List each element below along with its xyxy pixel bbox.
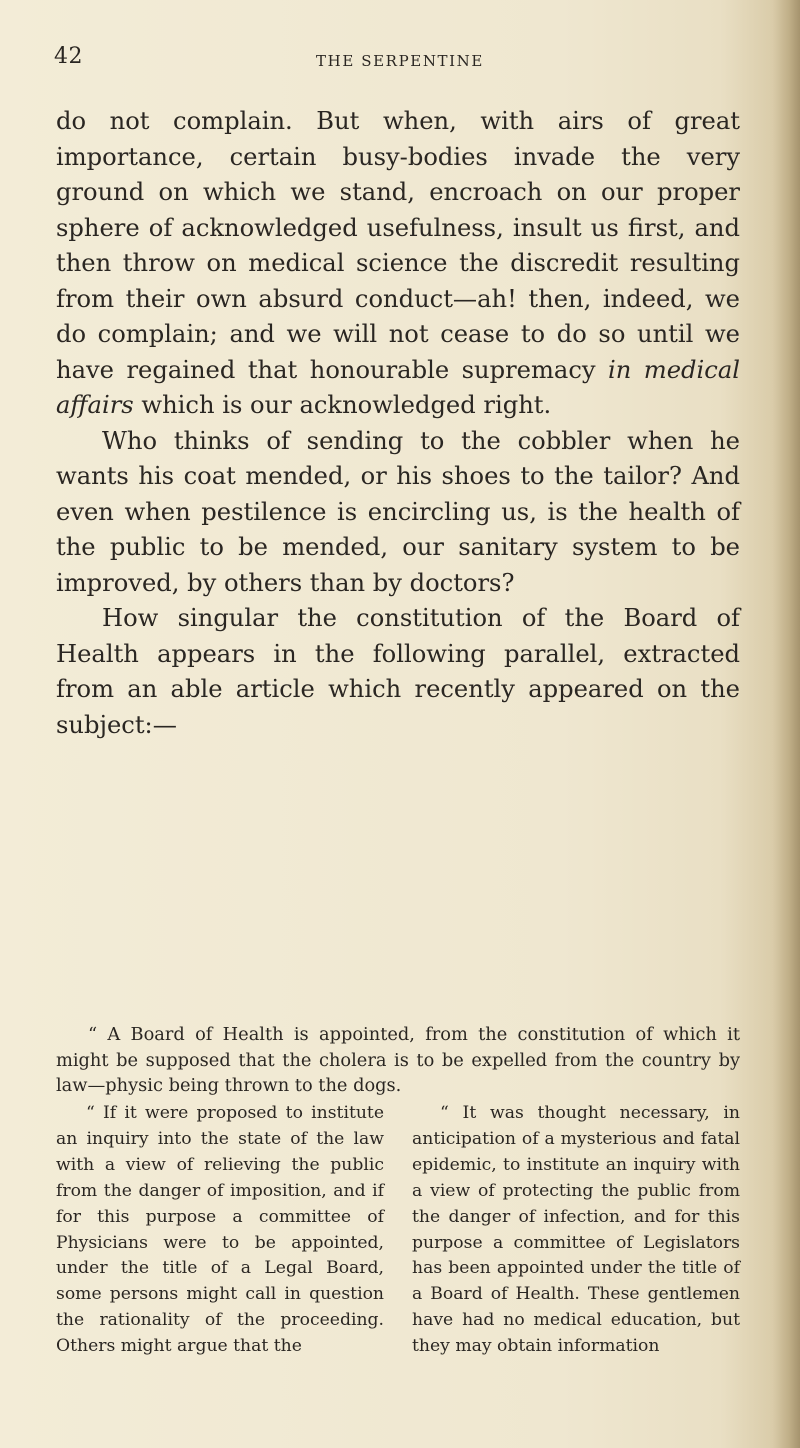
running-title: THE SERPENTINE xyxy=(316,52,484,70)
paragraph-1-text-b: which is our acknowledged right. xyxy=(133,391,552,419)
quote-left-column: “ If it were proposed to institute an inquiry into the state of the law with a view of relieving the public from the danger of imposition, and if for this purpose a committee of Physicians were to be appointed, under the title of a Legal Board, some persons might call in question the rationality of the proceeding. Others might argue that the xyxy=(56,1103,384,1357)
quote-right-column: “ It was thought necessary, in anticipation of a mysterious and fatal epidemic, to institute an inquiry with a view of protecting the public from the danger of infection, and for this purpose a committee of Legislators has been appointed under the title of a Board of Health. These gentlemen have had no medical education, but they may obtain information xyxy=(412,1103,740,1357)
paragraph-3: How singular the constitution of the Board of Health appears in the following parallel, extracted from an able article which recently appeared on the subject:— xyxy=(56,604,740,739)
paragraph-2: Who thinks of sending to the cobbler when he wants his coat mended, or his shoes to the tailor? And even when pestilence is encircling us, is the health of the public to be mended, our sanitary system to be improved, by others than by doctors? xyxy=(56,426,740,597)
body-text xyxy=(56,104,740,743)
paragraph-1 xyxy=(56,104,740,424)
page-number: 42 xyxy=(54,44,83,69)
paragraph-1-text-a: do not complain. But when, with airs of great importance, certain busy-bodies invade the very ground on which we stand, encroach on our proper sphere of acknowledged usefulness, insult us first, and then throw on medical science the discredit resulting from their own absurd conduct—ah! then, indeed, we do complain; and we will not cease to do so until we have regained that honourable supremacy xyxy=(56,107,740,384)
paragraph-1-italic: in medical affairs xyxy=(56,355,740,419)
page-edge-shadow xyxy=(772,0,800,1448)
quote-intro: “ A Board of Health is appointed, from the constitution of which it might be supposed that the cholera is to be expelled from the country by law—physic being thrown to the dogs. xyxy=(56,1023,740,1097)
